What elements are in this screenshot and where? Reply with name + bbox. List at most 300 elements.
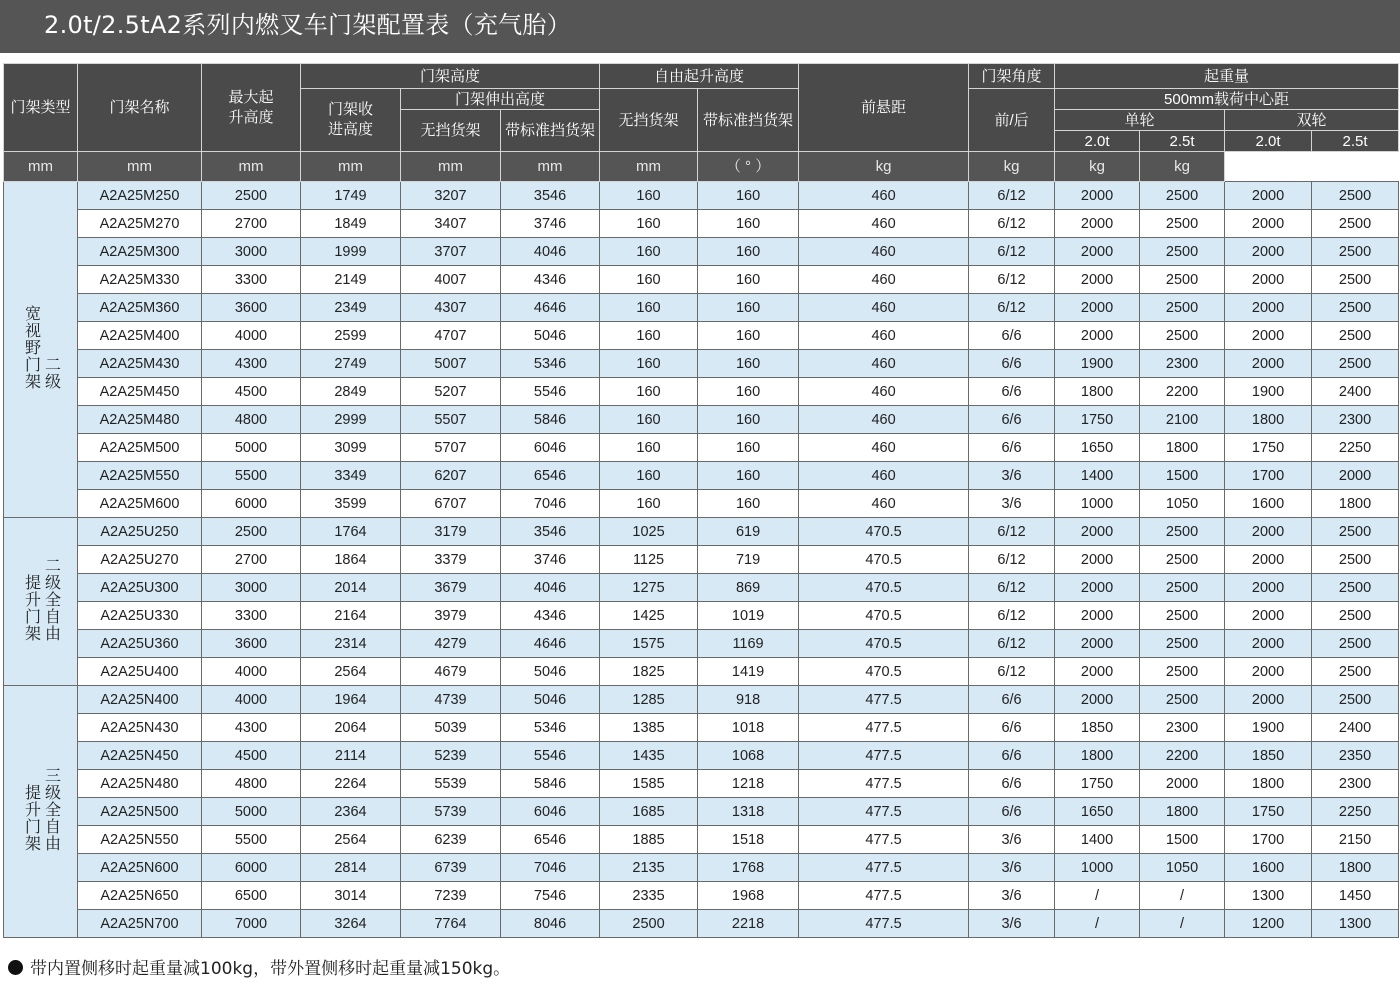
table-cell: 2500 [202, 518, 301, 546]
table-cell: 1400 [1055, 462, 1140, 490]
table-cell: 1750 [1055, 406, 1140, 434]
table-cell: 5007 [401, 350, 501, 378]
table-cell: 160 [698, 238, 799, 266]
table-cell: 2000 [1055, 210, 1140, 238]
table-cell: 6/12 [969, 182, 1055, 210]
table-cell: 2000 [1055, 266, 1140, 294]
table-cell: 7764 [401, 910, 501, 938]
header-single-2t: 2.0t [1055, 131, 1140, 152]
table-cell: 2350 [1312, 742, 1399, 770]
unit-cell: mm [4, 152, 78, 182]
table-cell: 5046 [501, 322, 600, 350]
table-cell: 470.5 [799, 518, 969, 546]
table-cell: 460 [799, 406, 969, 434]
table-cell: 2314 [301, 630, 401, 658]
table-cell: 3300 [202, 266, 301, 294]
table-cell: 5039 [401, 714, 501, 742]
table-cell: 160 [698, 350, 799, 378]
header-dual-2t: 2.0t [1225, 131, 1312, 152]
table-cell: 2500 [1312, 602, 1399, 630]
mast-name-cell: A2A25U330 [78, 602, 202, 630]
table-body [4, 182, 1399, 938]
table-cell: 3546 [501, 182, 600, 210]
table-cell: 2335 [600, 882, 698, 910]
table-cell: 470.5 [799, 630, 969, 658]
table-cell: 2500 [1140, 322, 1225, 350]
table-cell: 3207 [401, 182, 501, 210]
header-tilt-sub: 前/后 [969, 89, 1055, 152]
table-cell: 3014 [301, 882, 401, 910]
table-cell: 2064 [301, 714, 401, 742]
table-row [4, 854, 1399, 882]
header-mast-height: 门架高度 [301, 64, 600, 89]
unit-cell: （ ° ） [698, 152, 799, 182]
table-cell: 4646 [501, 294, 600, 322]
table-cell: 2700 [202, 210, 301, 238]
table-cell: 5546 [501, 378, 600, 406]
header-free-no-backrest: 无挡货架 [600, 89, 698, 152]
table-cell: 918 [698, 686, 799, 714]
table-cell: 2700 [202, 546, 301, 574]
table-cell: 5046 [501, 686, 600, 714]
header-single-2-5t: 2.5t [1140, 131, 1225, 152]
table-cell: 4500 [202, 378, 301, 406]
table-cell: 4679 [401, 658, 501, 686]
table-cell: 1169 [698, 630, 799, 658]
table-cell: 5000 [202, 434, 301, 462]
table-cell: 3/6 [969, 882, 1055, 910]
table-cell: 2000 [1140, 770, 1225, 798]
table-cell: 470.5 [799, 602, 969, 630]
table-cell: 470.5 [799, 546, 969, 574]
unit-row [4, 152, 1399, 182]
table-cell: 4346 [501, 266, 600, 294]
table-cell: 5546 [501, 742, 600, 770]
table-cell: 2500 [1140, 686, 1225, 714]
mast-name-cell: A2A25N600 [78, 854, 202, 882]
table-cell: 1900 [1225, 714, 1312, 742]
table-cell: 477.5 [799, 686, 969, 714]
table-cell: 2500 [1312, 518, 1399, 546]
table-cell: 477.5 [799, 714, 969, 742]
table-cell: 1764 [301, 518, 401, 546]
table-cell: 3600 [202, 294, 301, 322]
table-cell: 5846 [501, 770, 600, 798]
table-cell: 3179 [401, 518, 501, 546]
header-free-std-backrest: 带标准挡货架 [698, 89, 799, 152]
table-cell: 1600 [1225, 490, 1312, 518]
table-cell: 2000 [1225, 546, 1312, 574]
table-cell: 1750 [1225, 798, 1312, 826]
table-cell: 160 [600, 182, 698, 210]
table-cell: 1019 [698, 602, 799, 630]
table-cell: 160 [600, 210, 698, 238]
table-cell: 1125 [600, 546, 698, 574]
table-cell: 1800 [1312, 854, 1399, 882]
table-row [4, 406, 1399, 434]
table-cell: 160 [600, 266, 698, 294]
table-cell: 2349 [301, 294, 401, 322]
table-cell: 2500 [600, 910, 698, 938]
table-cell: 4007 [401, 266, 501, 294]
header-dual-tire: 双轮 [1225, 110, 1399, 131]
table-cell: 3/6 [969, 826, 1055, 854]
table-cell: 2500 [1312, 266, 1399, 294]
table-cell: 460 [799, 294, 969, 322]
table-cell: 8046 [501, 910, 600, 938]
table-cell: 2000 [1225, 658, 1312, 686]
table-cell: 6/12 [969, 210, 1055, 238]
table-cell: 160 [600, 490, 698, 518]
table-cell: 477.5 [799, 882, 969, 910]
table-cell: 3679 [401, 574, 501, 602]
mast-type-stage: 二级 [42, 356, 60, 390]
mast-name-cell: A2A25M360 [78, 294, 202, 322]
table-cell: 2000 [1055, 238, 1140, 266]
table-cell: 1800 [1312, 490, 1399, 518]
table-cell: 3300 [202, 602, 301, 630]
table-cell: 4307 [401, 294, 501, 322]
table-cell: 869 [698, 574, 799, 602]
table-cell: 2500 [1140, 630, 1225, 658]
table-cell: 619 [698, 518, 799, 546]
table-row [4, 630, 1399, 658]
table-cell: 2000 [1055, 686, 1140, 714]
table-cell: 1968 [698, 882, 799, 910]
table-cell: 1850 [1225, 742, 1312, 770]
table-row [4, 658, 1399, 686]
table-row [4, 350, 1399, 378]
table-cell: 2500 [1140, 546, 1225, 574]
table-cell: 6546 [501, 462, 600, 490]
table-cell: 477.5 [799, 798, 969, 826]
table-cell: 2000 [1055, 602, 1140, 630]
table-cell: 3/6 [969, 490, 1055, 518]
table-cell: 470.5 [799, 658, 969, 686]
table-row [4, 882, 1399, 910]
table-cell: 6000 [202, 490, 301, 518]
unit-cell: mm [202, 152, 301, 182]
table-cell: 2000 [1225, 686, 1312, 714]
table-cell: 6/12 [969, 658, 1055, 686]
table-cell: 1000 [1055, 490, 1140, 518]
table-cell: 2000 [1225, 182, 1312, 210]
table-cell: 2000 [1055, 322, 1140, 350]
table-cell: 2000 [1225, 602, 1312, 630]
table-cell: 2500 [1140, 602, 1225, 630]
table-cell: 2500 [202, 182, 301, 210]
table-cell: 160 [600, 434, 698, 462]
mast-name-cell: A2A25U300 [78, 574, 202, 602]
table-cell: 1018 [698, 714, 799, 742]
table-row [4, 910, 1399, 938]
bullet-icon [8, 960, 23, 975]
table-cell: 2000 [1312, 462, 1399, 490]
table-cell: 2500 [1312, 574, 1399, 602]
table-cell: 2114 [301, 742, 401, 770]
table-cell: 2500 [1312, 686, 1399, 714]
table-cell: 6/6 [969, 798, 1055, 826]
table-cell: 2300 [1140, 350, 1225, 378]
table-cell: 3/6 [969, 462, 1055, 490]
table-cell: 1050 [1140, 854, 1225, 882]
page-title: 2.0t/2.5tA2系列内燃叉车门架配置表（充气胎） [44, 11, 572, 39]
table-cell: 1425 [600, 602, 698, 630]
mast-type-cell [4, 182, 78, 518]
table-row [4, 266, 1399, 294]
table-cell: 460 [799, 322, 969, 350]
table-cell: 160 [698, 322, 799, 350]
title-bar [0, 0, 1400, 53]
table-cell: / [1055, 910, 1140, 938]
table-cell: 2250 [1312, 434, 1399, 462]
table-cell: 2500 [1312, 350, 1399, 378]
table-cell: 1650 [1055, 434, 1140, 462]
table-row [4, 742, 1399, 770]
mast-name-cell: A2A25U360 [78, 630, 202, 658]
table-cell: 2000 [1055, 658, 1140, 686]
table-cell: 160 [698, 182, 799, 210]
table-cell: 160 [600, 350, 698, 378]
mast-config-table [3, 63, 1399, 938]
mast-name-cell: A2A25M450 [78, 378, 202, 406]
table-cell: 460 [799, 490, 969, 518]
table-cell: 477.5 [799, 910, 969, 938]
mast-name-cell: A2A25M600 [78, 490, 202, 518]
table-cell: 1218 [698, 770, 799, 798]
table-cell: 6/6 [969, 434, 1055, 462]
table-cell: 2000 [1225, 294, 1312, 322]
table-cell: 6500 [202, 882, 301, 910]
table-cell: 1318 [698, 798, 799, 826]
table-cell: 5846 [501, 406, 600, 434]
table-cell: 4646 [501, 630, 600, 658]
table-cell: 6/12 [969, 518, 1055, 546]
unit-cell: mm [501, 152, 600, 182]
table-cell: 5207 [401, 378, 501, 406]
table-cell: 6/12 [969, 294, 1055, 322]
table-cell: 1885 [600, 826, 698, 854]
table-row [4, 434, 1399, 462]
table-cell: 2999 [301, 406, 401, 434]
table-cell: 7046 [501, 490, 600, 518]
table-cell: 2300 [1312, 770, 1399, 798]
header-single-tire: 单轮 [1055, 110, 1225, 131]
header-free-lift: 自由起升高度 [600, 64, 799, 89]
table-cell: 1685 [600, 798, 698, 826]
table-cell: 719 [698, 546, 799, 574]
table-cell: 2000 [1225, 574, 1312, 602]
table-cell: 160 [600, 378, 698, 406]
table-cell: 1999 [301, 238, 401, 266]
table-cell: 2749 [301, 350, 401, 378]
table-cell: 2000 [1225, 518, 1312, 546]
table-cell: 160 [600, 322, 698, 350]
table-cell: 6/12 [969, 602, 1055, 630]
table-cell: 4300 [202, 350, 301, 378]
table-row [4, 826, 1399, 854]
table-cell: 1749 [301, 182, 401, 210]
table-cell: 1800 [1225, 770, 1312, 798]
table-cell: 4000 [202, 658, 301, 686]
table-cell: 6/6 [969, 770, 1055, 798]
table-cell: 3600 [202, 630, 301, 658]
table-cell: 477.5 [799, 854, 969, 882]
table-cell: 2000 [1225, 266, 1312, 294]
table-cell: 160 [600, 462, 698, 490]
table-cell: 2500 [1312, 238, 1399, 266]
table-cell: 160 [698, 294, 799, 322]
footnote [8, 958, 510, 980]
mast-name-cell: A2A25M480 [78, 406, 202, 434]
table-cell: 5346 [501, 714, 600, 742]
table-cell: 2814 [301, 854, 401, 882]
table-cell: 2000 [1225, 210, 1312, 238]
table-cell: 2000 [1225, 350, 1312, 378]
table-row [4, 294, 1399, 322]
table-cell: 2599 [301, 322, 401, 350]
unit-cell: kg [969, 152, 1055, 182]
table-cell: 1800 [1055, 742, 1140, 770]
table-cell: 5500 [202, 826, 301, 854]
header-mast-type: 门架类型 [4, 64, 78, 152]
table-cell: 160 [698, 266, 799, 294]
table-cell: / [1140, 910, 1225, 938]
table-cell: 4500 [202, 742, 301, 770]
table-cell: / [1140, 882, 1225, 910]
table-cell: 7046 [501, 854, 600, 882]
table-cell: 1768 [698, 854, 799, 882]
mast-type-stage: 二级全自由 [42, 557, 60, 642]
mast-name-cell: A2A25M330 [78, 266, 202, 294]
table-cell: 6/6 [969, 714, 1055, 742]
mast-name-cell: A2A25M500 [78, 434, 202, 462]
table-cell: 4800 [202, 770, 301, 798]
table-row [4, 518, 1399, 546]
table-cell: 7546 [501, 882, 600, 910]
table-cell: 2000 [1055, 546, 1140, 574]
table-cell: 1025 [600, 518, 698, 546]
table-cell: 160 [698, 462, 799, 490]
table-cell: 1900 [1055, 350, 1140, 378]
unit-cell: kg [1055, 152, 1140, 182]
table-cell: 5539 [401, 770, 501, 798]
table-cell: 2014 [301, 574, 401, 602]
table-cell: 6239 [401, 826, 501, 854]
table-cell: 2500 [1312, 294, 1399, 322]
table-cell: 160 [698, 378, 799, 406]
table-cell: 2300 [1140, 714, 1225, 742]
table-cell: 3349 [301, 462, 401, 490]
footnote-text: 带内置侧移时起重量减100kg，带外置侧移时起重量减150kg。 [30, 959, 511, 979]
table-cell: 6/12 [969, 630, 1055, 658]
table-cell: 460 [799, 238, 969, 266]
table-cell: 1435 [600, 742, 698, 770]
table-cell: 2500 [1312, 658, 1399, 686]
table-cell: 2500 [1140, 182, 1225, 210]
table-cell: 6546 [501, 826, 600, 854]
table-cell: 2000 [1055, 518, 1140, 546]
header-max-lift-label: 最大起升高度 [228, 88, 274, 126]
mast-name-cell: A2A25M400 [78, 322, 202, 350]
table-cell: 2400 [1312, 378, 1399, 406]
unit-cell: kg [799, 152, 969, 182]
table-cell: 4739 [401, 686, 501, 714]
table-cell: 1000 [1055, 854, 1140, 882]
mast-type-cell [4, 686, 78, 938]
table-cell: 4046 [501, 238, 600, 266]
table-cell: 160 [698, 406, 799, 434]
unit-cell: mm [301, 152, 401, 182]
table-cell: 2500 [1140, 238, 1225, 266]
table-cell: 2564 [301, 826, 401, 854]
mast-type-stage: 三级全自由 [42, 767, 60, 852]
table-cell: 2500 [1312, 630, 1399, 658]
table-cell: 2500 [1312, 182, 1399, 210]
mast-name-cell: A2A25M250 [78, 182, 202, 210]
table-cell: 2400 [1312, 714, 1399, 742]
table-cell: 6739 [401, 854, 501, 882]
table-cell: 4300 [202, 714, 301, 742]
table-cell: 1650 [1055, 798, 1140, 826]
mast-type-label: 提升门架 [22, 574, 40, 642]
header-extended-height: 门架伸出高度 [401, 89, 600, 110]
table-cell: 477.5 [799, 742, 969, 770]
table-cell: 4707 [401, 322, 501, 350]
table-cell: 1850 [1055, 714, 1140, 742]
table-cell: 1500 [1140, 462, 1225, 490]
table-cell: 470.5 [799, 574, 969, 602]
table-cell: 6/6 [969, 742, 1055, 770]
table-cell: 2164 [301, 602, 401, 630]
table-cell: 2500 [1312, 210, 1399, 238]
mast-name-cell: A2A25N450 [78, 742, 202, 770]
table-cell: 6/12 [969, 546, 1055, 574]
mast-name-cell: A2A25U250 [78, 518, 202, 546]
table-cell: 460 [799, 266, 969, 294]
table-cell: 1200 [1225, 910, 1312, 938]
table-cell: 6046 [501, 434, 600, 462]
table-cell: 2000 [1225, 630, 1312, 658]
table-row [4, 210, 1399, 238]
table-row [4, 798, 1399, 826]
table-row [4, 322, 1399, 350]
table-cell: 3746 [501, 546, 600, 574]
table-cell: 6/6 [969, 322, 1055, 350]
table-cell: 3599 [301, 490, 401, 518]
table-cell: 1300 [1312, 910, 1399, 938]
header-ext-std-backrest: 带标准挡货架 [501, 110, 600, 152]
mast-name-cell: A2A25N500 [78, 798, 202, 826]
header-capacity: 起重量 [1055, 64, 1399, 89]
table-cell: 1068 [698, 742, 799, 770]
table-cell: 1600 [1225, 854, 1312, 882]
table-cell: 2000 [1055, 294, 1140, 322]
table-cell: 5346 [501, 350, 600, 378]
table-cell: 1385 [600, 714, 698, 742]
table-cell: 2000 [1225, 238, 1312, 266]
table-cell: 1964 [301, 686, 401, 714]
mast-name-cell: A2A25N400 [78, 686, 202, 714]
mast-name-cell: A2A25M430 [78, 350, 202, 378]
table-cell: 1500 [1140, 826, 1225, 854]
header-mast-name: 门架名称 [78, 64, 202, 152]
table-cell: 2150 [1312, 826, 1399, 854]
table-cell: 2000 [1055, 574, 1140, 602]
table-cell: 2200 [1140, 742, 1225, 770]
table-cell: 160 [698, 210, 799, 238]
header-collapsed-height [301, 89, 401, 152]
